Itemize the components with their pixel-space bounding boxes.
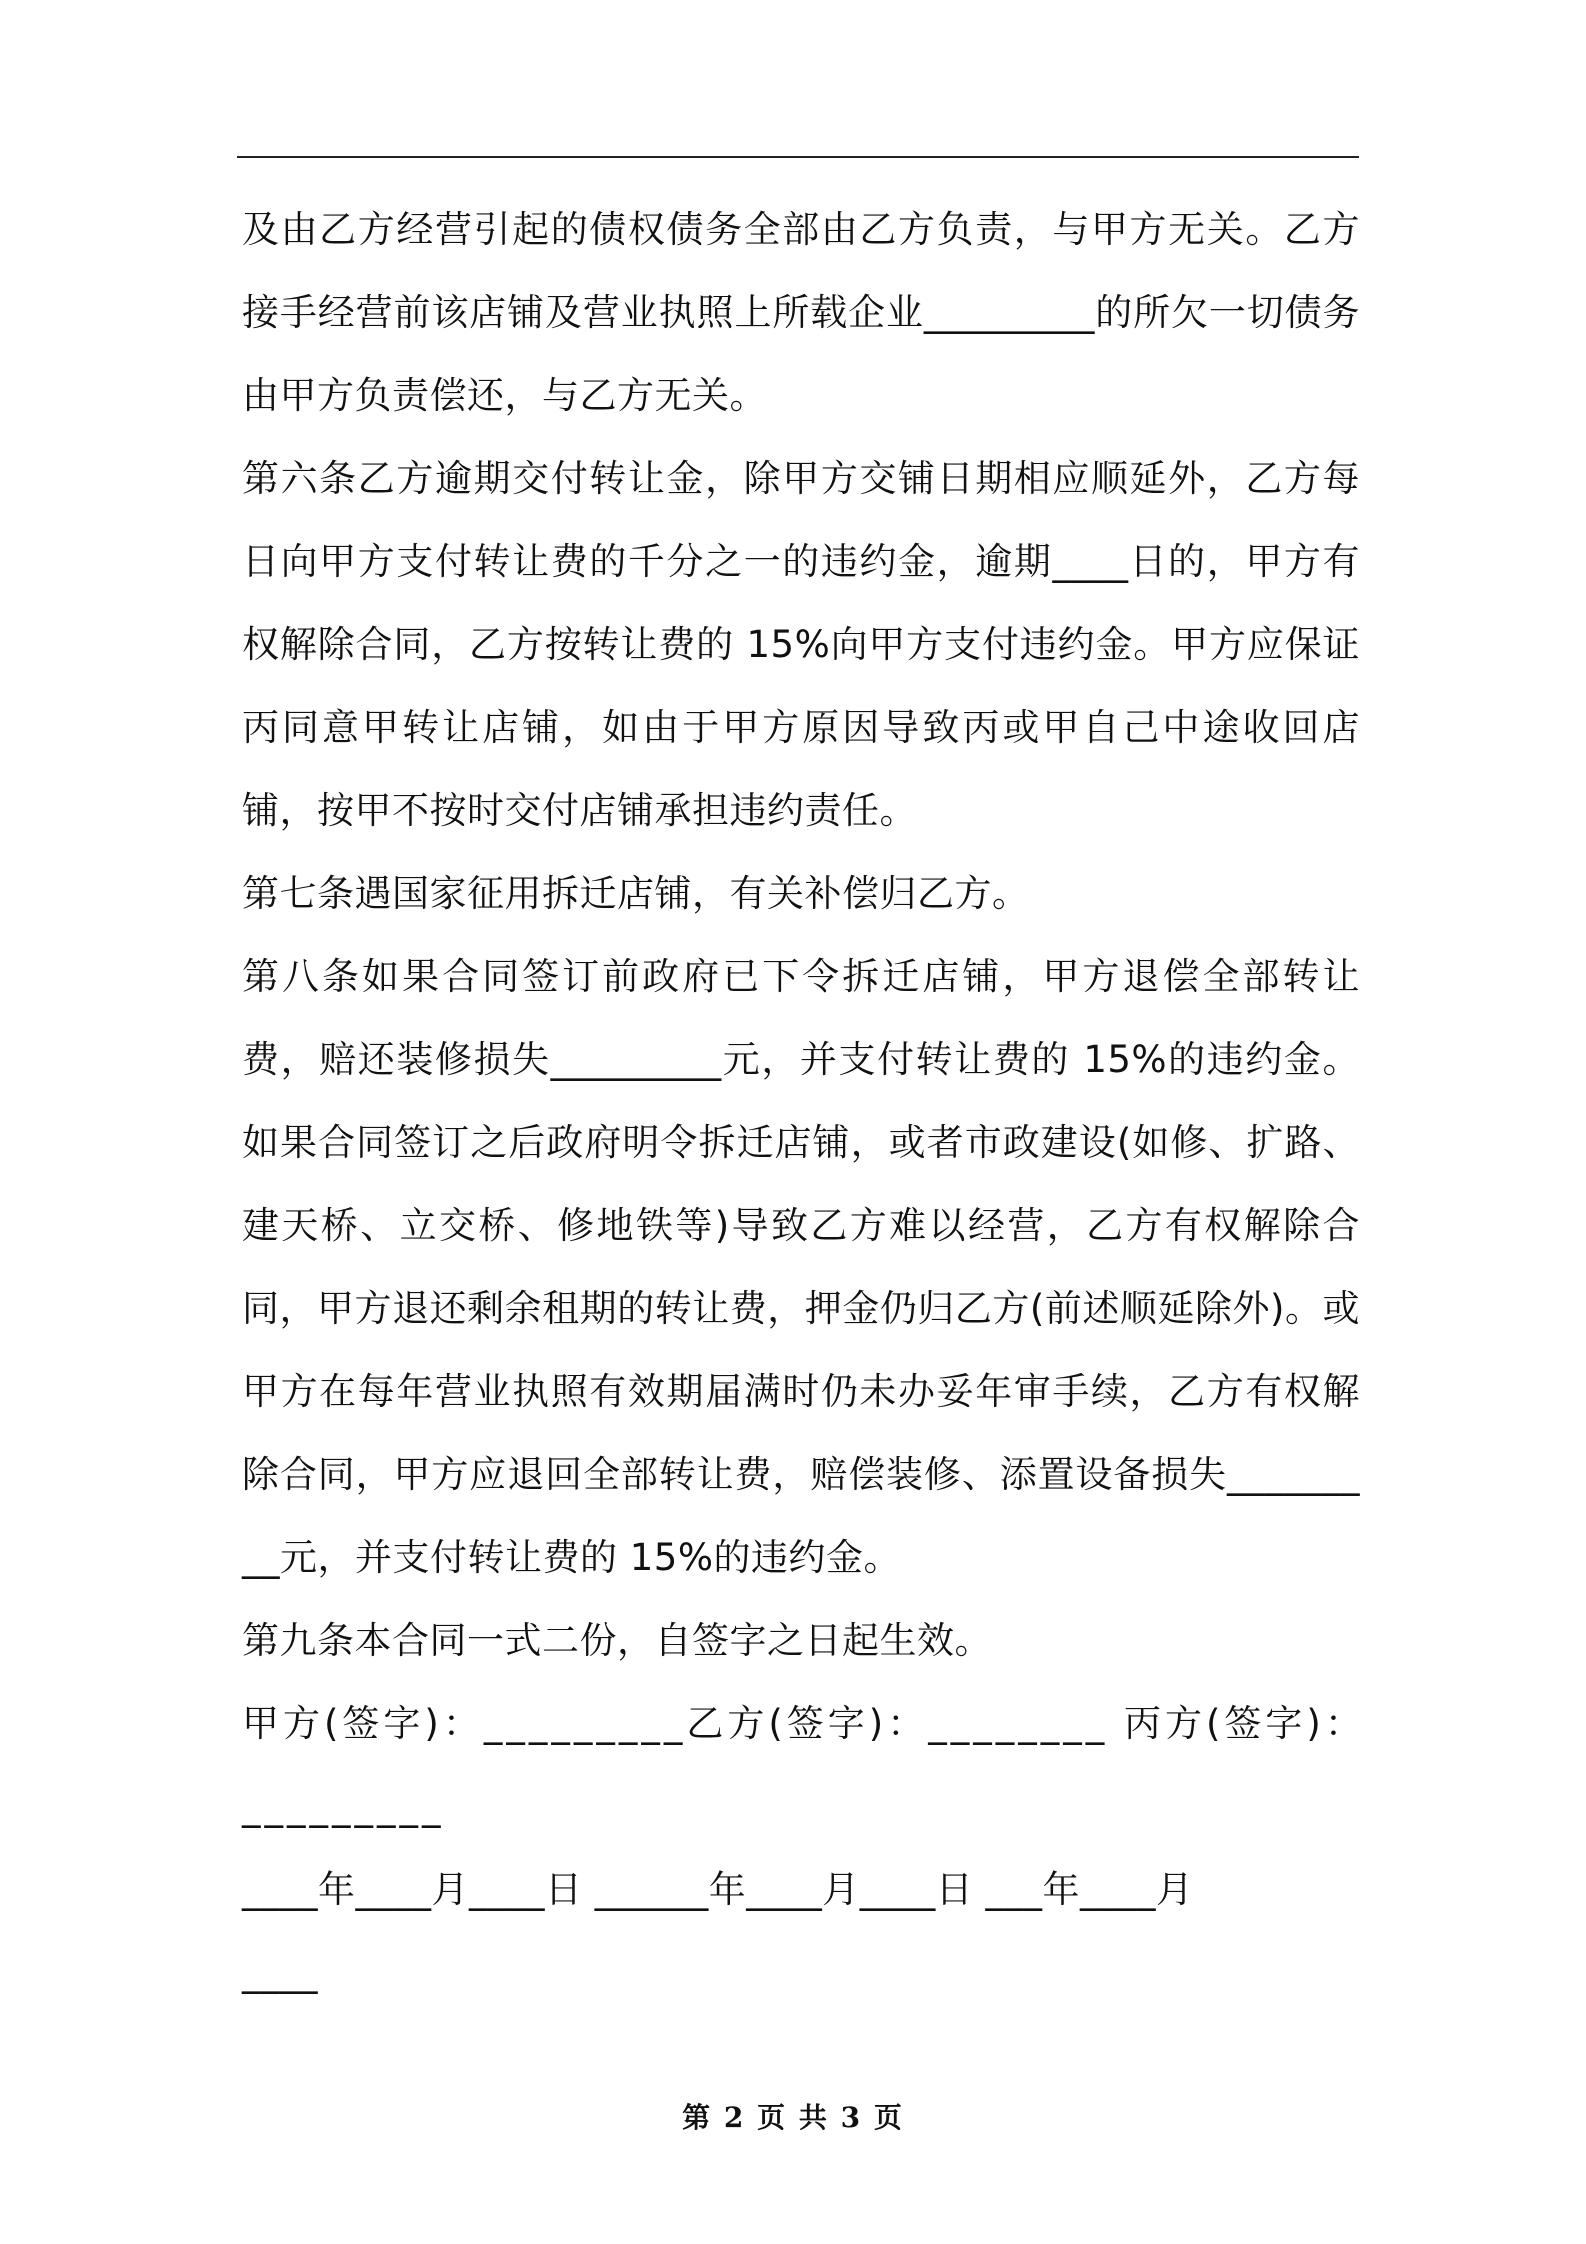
date-line: ____年____月____日 ______年____月____日 ___年____月 <box>242 1868 1194 1911</box>
paragraph-article-8: 第八条如果合同签订前政府已下令拆迁店铺，甲方退偿全部转让费，赔还装修损失_________元，并支付转让费的 15%的违约金。如果合同签订之后政府明令拆迁店铺，或者市政建设(如修、扩路、建天桥、立交桥、修地铁等)导致乙方难以经营，乙方有权解除合同，甲方退还剩余租期的转让费，押金仍归乙方(前述顺延除外)。或甲方在每年营业执照有效期届满时仍未办妥年审手续，乙方有权解除合同，甲方应退回全部转让费，赔偿装修、添置设备损失_________元，并支付转让费的 15%的违约金。 <box>242 955 1360 1579</box>
paragraph-article-6: 第六条乙方逾期交付转让金，除甲方交铺日期相应顺延外，乙方每日向甲方支付转让费的千分之一的违约金，逾期____日的，甲方有权解除合同，乙方按转让费的 15%向甲方支付违约金。甲方应保证丙同意甲转让店铺，如由于甲方原因导致丙或甲自己中途收回店铺，按甲不按时交付店铺承担违约责任。 <box>242 457 1360 832</box>
date-line-continued: ____ <box>242 1951 318 1994</box>
header-rule <box>237 156 1359 158</box>
paragraph-article-9: 第九条本合同一式二份，自签字之日起生效。 <box>242 1619 992 1662</box>
paragraph-debt-liability: 及由乙方经营引起的债权债务全部由乙方负责，与甲方无关。乙方接手经营前该店铺及营业执照上所载企业_________的所欠一切债务由甲方负责偿还，与乙方无关。 <box>242 208 1360 417</box>
signature-line-continued: _________ <box>242 1785 445 1828</box>
document-body <box>242 188 1366 2014</box>
paragraph-article-7: 第七条遇国家征用拆迁店铺，有关补偿归乙方。 <box>242 872 1030 915</box>
signature-line: 甲方(签字)：_________乙方(签字)：________ 丙方(签字)： <box>242 1702 1366 1745</box>
page-number-footer: 第 2 页 共 3 页 <box>682 2101 904 2134</box>
